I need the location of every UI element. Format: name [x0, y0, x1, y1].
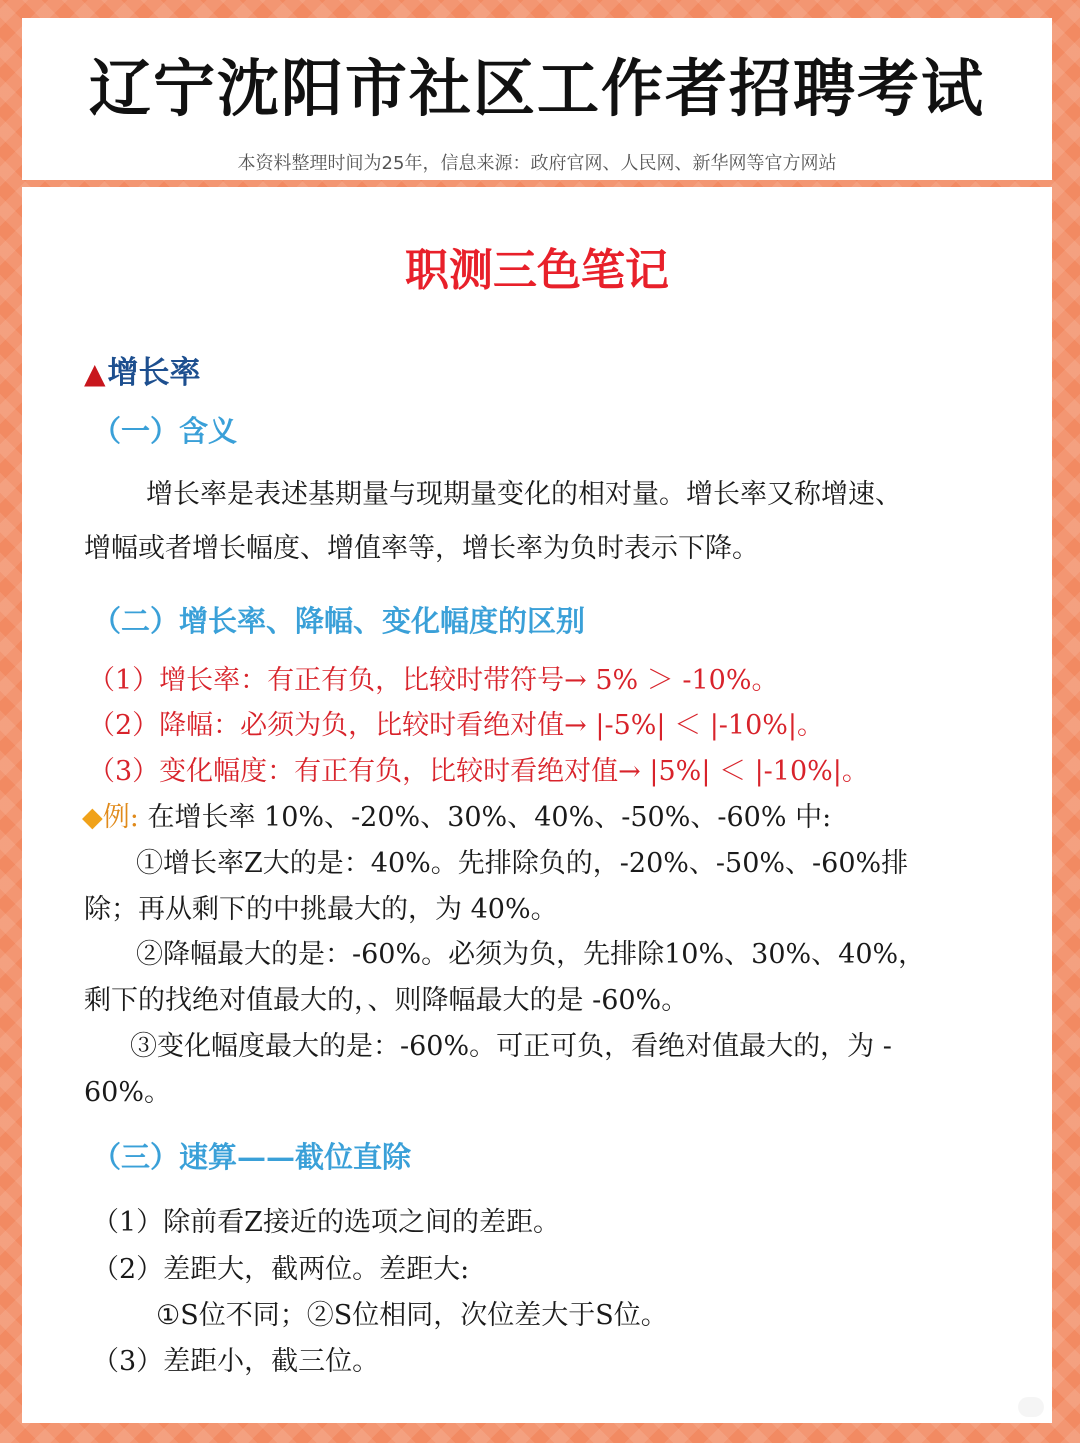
example-line [82, 798, 831, 838]
definition-line-1: 增长率是表述基期量与现期量变化的相对量。增长率又称增速、 [146, 479, 902, 510]
notes-card [22, 187, 1052, 1423]
rule-decline: （2）降幅：必须为负，比较时看绝对值→ |-5%| ＜ |-10%|。 [88, 710, 825, 741]
quick-calc-item-1: （1）除前看Z接近的选项之间的差距。 [92, 1207, 560, 1238]
subheading-quick-calc: （三）速算——截位直除 [92, 1140, 412, 1174]
quick-calc-item-3: （3）差距小，截三位。 [92, 1346, 380, 1377]
subheading-difference: （二）增长率、降幅、变化幅度的区别 [92, 604, 586, 638]
watermark [1018, 1397, 1044, 1417]
example1-line-2: 除；再从剩下的中挑最大的，为 40%。 [84, 894, 558, 925]
page-title: 辽宁沈阳市社区工作者招聘考试 [88, 52, 985, 125]
source-note: 本资料整理时间为25年，信息来源：政府官网、人民网、新华网等官方网站 [237, 153, 837, 174]
rule-change-range: （3）变化幅度：有正有负，比较时看绝对值→ |5%| ＜ |-10%|。 [88, 756, 869, 787]
rule-growth-rate: （1）增长率：有正有负，比较时带符号→ 5% ＞ -10%。 [88, 665, 779, 696]
quick-calc-item-2: （2）差距大，截两位。差距大: [92, 1254, 470, 1285]
example2-line-2: 剩下的找绝对值最大的，、则降幅最大的是 -60%。 [84, 985, 689, 1016]
quick-calc-item-2-sub: ①S位不同；②S位相同，次位差大于S位。 [156, 1300, 668, 1331]
example-label: 例: [102, 802, 139, 833]
section-heading-growth-rate [84, 353, 201, 394]
diamond-icon: ◆ [82, 802, 103, 833]
section-heading-label: 增长率 [107, 355, 201, 391]
triangle-icon: ▲ [84, 357, 106, 390]
subheading-definition: （一）含义 [92, 414, 238, 448]
example1-line-1: ①增长率Z大的是：40%。先排除负的，-20%、-50%、-60%排 [136, 848, 909, 879]
example2-line-1: ②降幅最大的是：-60%。必须为负，先排除10%、30%、40%， [136, 939, 926, 970]
example3-line-2: 60%。 [84, 1077, 172, 1108]
header-card [22, 18, 1052, 180]
definition-line-2: 增幅或者增长幅度、增值率等，增长率为负时表示下降。 [84, 533, 759, 564]
example-text: 在增长率 10%、-20%、30%、40%、-50%、-60% 中: [147, 802, 832, 833]
example3-line-1: ③变化幅度最大的是：-60%。可正可负，看绝对值最大的，为 - [130, 1031, 892, 1062]
notes-title: 职测三色笔记 [405, 245, 669, 296]
